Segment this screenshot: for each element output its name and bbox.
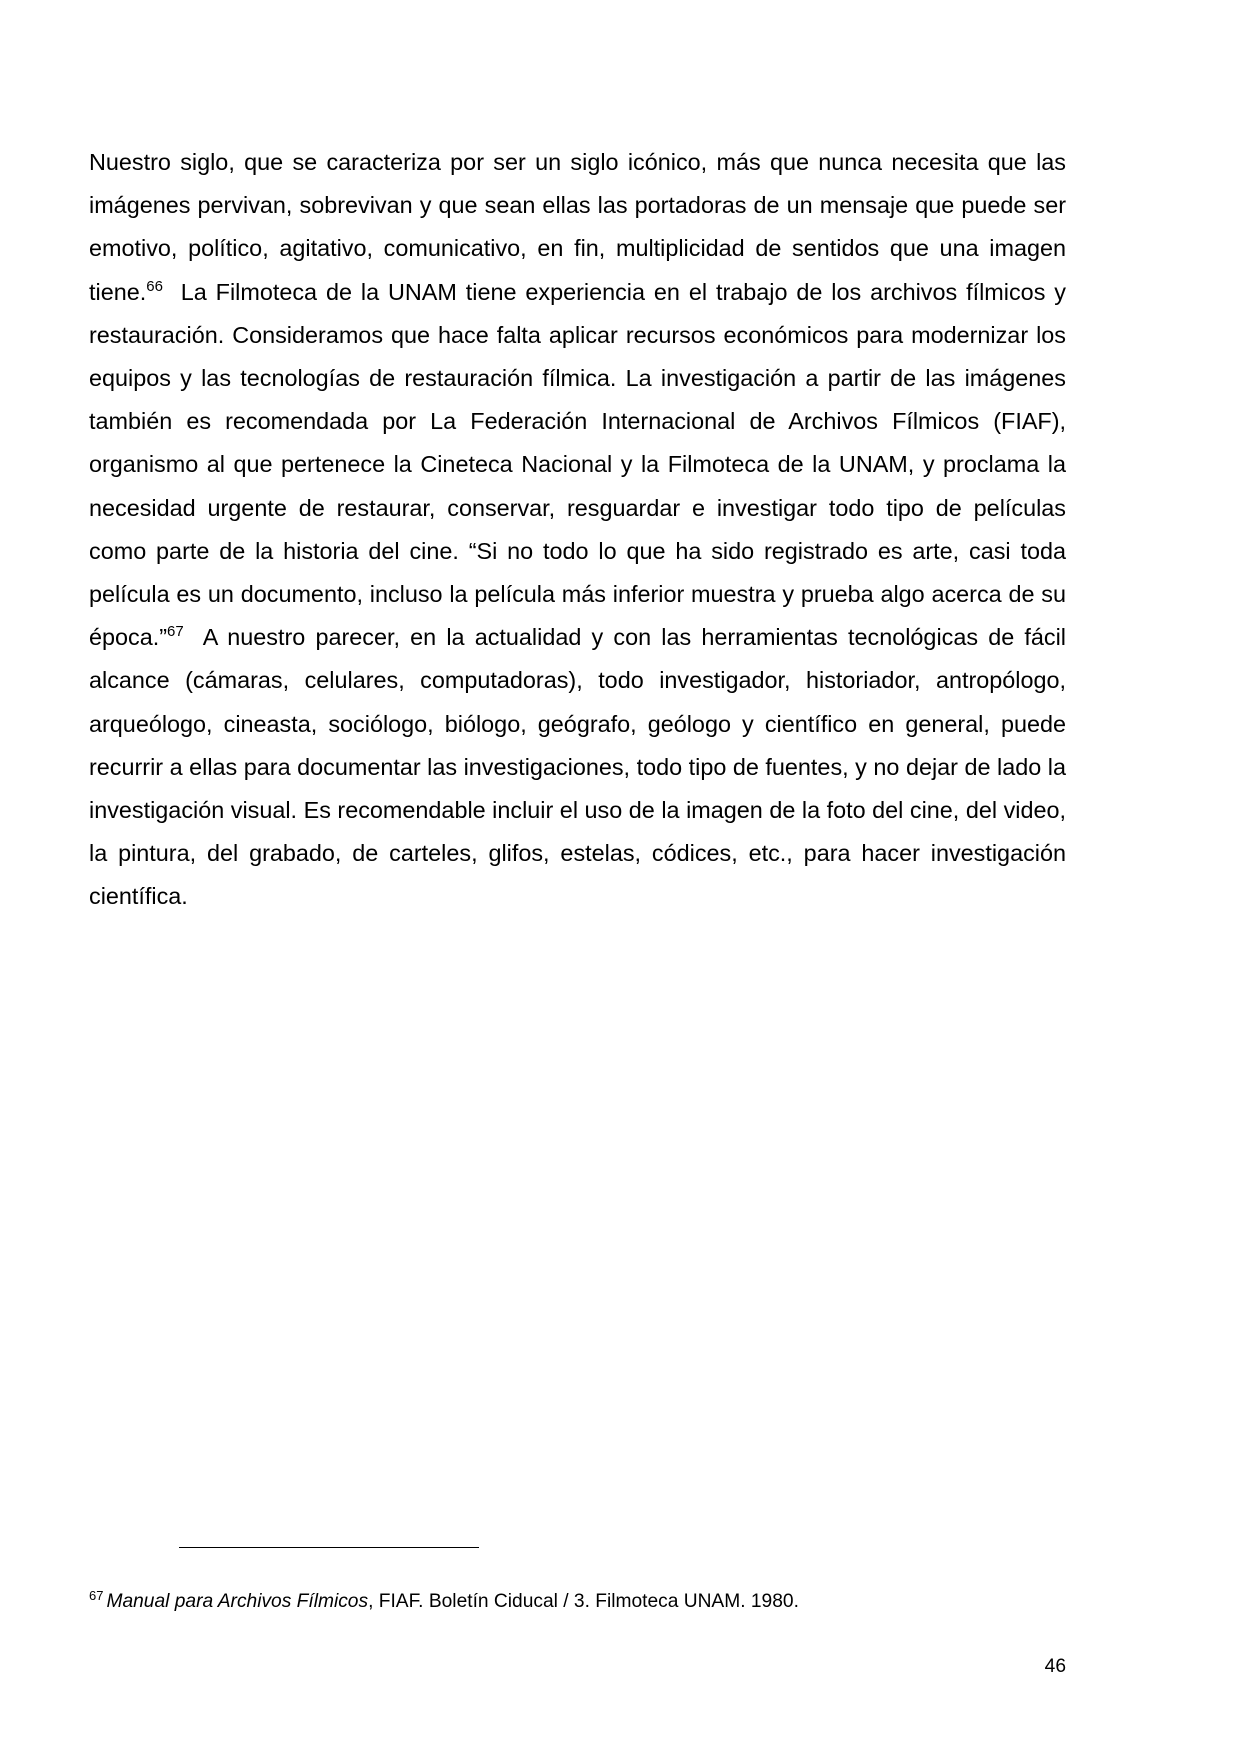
- footnote-title: Manual para Archivos Fílmicos: [106, 1591, 369, 1612]
- body-paragraph: [89, 141, 1066, 919]
- footnote: [89, 1589, 1066, 1615]
- page-number: 46: [1044, 1656, 1066, 1677]
- footnote-reference-67: 67: [167, 623, 184, 641]
- paragraph-text-part-1: Nuestro siglo, que se caracteriza por ser un siglo icónico, más que nunca necesita que las imágenes pervivan, sobrevivan y que sean ellas las portadoras de un mensaje que puede ser emotivo, político, agitativo, comunicativo, en fin, multiplicidad de sentidos que una imagen tiene.: [89, 149, 1066, 305]
- paragraph-text-part-3: A nuestro parecer, en la actualidad y con las herramientas tecnológicas de fácil alcance (cámaras, celulares, computadoras), todo investigador, historiador, antropólogo, arqueólogo, cineasta, sociólogo, biólogo, geógrafo, geólogo y científico en general, puede recurrir a ellas para documentar las investigaciones, todo tipo de fuentes, y no dejar de lado la investigación visual. Es recomendable incluir el uso de la imagen de la foto del cine, del video, la pintura, del grabado, de carteles, glifos, estelas, códices, etc., para hacer investigación científica.: [89, 624, 1066, 910]
- paragraph-text-part-2: La Filmoteca de la UNAM tiene experiencia en el trabajo de los archivos fílmicos y restauración. Consideramos que hace falta aplicar recursos económicos para modernizar los equipos y las tecnologías de restauración fílmica. La investigación a partir de las imágenes también es recomendada por La Federación Internacional de Archivos Fílmicos (FIAF), organismo al que pertenece la Cineteca Nacional y la Filmoteca de la UNAM, y proclama la necesidad urgente de restaurar, conservar, resguardar e investigar todo tipo de películas como parte de la historia del cine. “Si no todo lo que ha sido registrado es arte, casi toda película es un documento, incluso la película más inferior muestra y prueba algo acerca de su época.”: [89, 278, 1066, 651]
- footnote-number: 67: [89, 1588, 104, 1603]
- footnote-citation: , FIAF. Boletín Ciducal / 3. Filmoteca UNAM. 1980.: [368, 1591, 799, 1612]
- footnote-reference-66: 66: [146, 277, 163, 295]
- footnote-separator: [179, 1547, 479, 1548]
